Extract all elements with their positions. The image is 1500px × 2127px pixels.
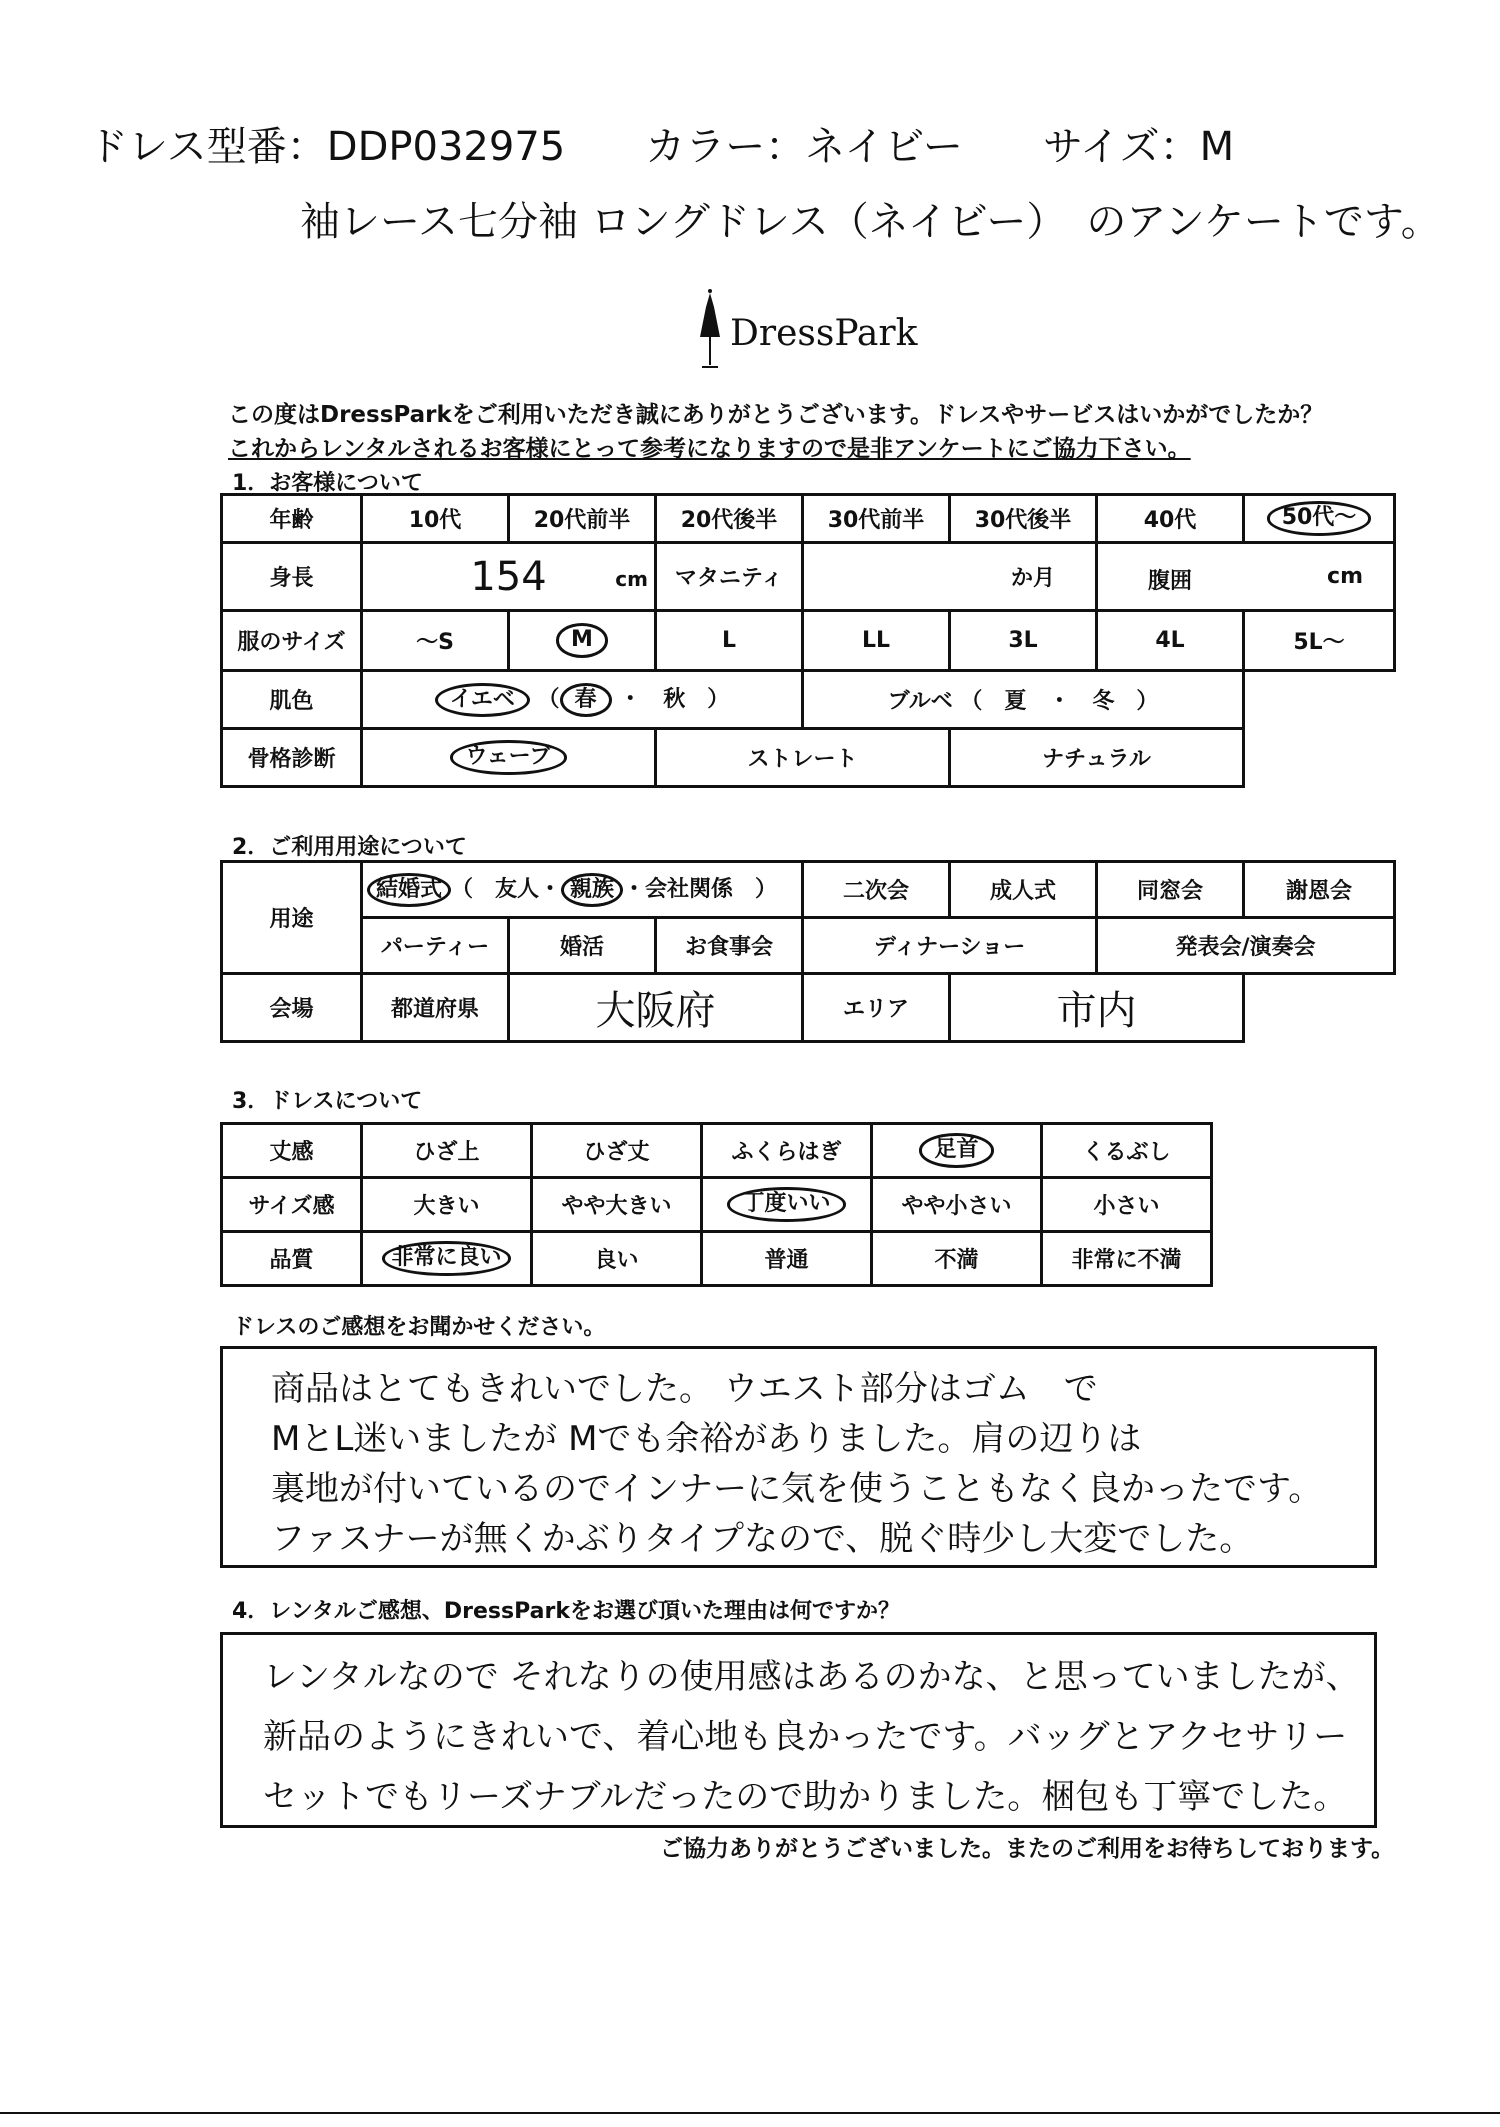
intro-line-2: これからレンタルされるお客様にとって参考になりますので是非アンケートにご協力下さい。 — [228, 436, 1191, 462]
length-option[interactable]: ひざ上 — [362, 1124, 532, 1178]
autumn-option: 秋 — [663, 686, 686, 712]
fit-option[interactable]: 大きい — [362, 1178, 532, 1232]
age-label: 年齢 — [222, 495, 362, 543]
footer-thanks: ご協力ありがとうございました。またのご利用をお待ちしております。 — [660, 1836, 1395, 1862]
purpose-option[interactable]: パーティー — [362, 918, 509, 974]
size-label: 服のサイズ — [222, 611, 362, 671]
impression-line: 商品はとてもきれいでした。 ウエスト部分はゴム で — [271, 1369, 1098, 1409]
purpose-option[interactable]: 成人式 — [950, 862, 1097, 918]
waist-cell[interactable] — [1097, 543, 1395, 611]
age-row — [222, 495, 1395, 543]
brand-name: DressPark — [730, 313, 918, 354]
size-option[interactable]: 5L～ — [1244, 611, 1395, 671]
bottom-rule — [0, 2112, 1500, 2114]
frame-option-selected[interactable] — [362, 729, 656, 787]
prefecture-label: 都道府県 — [362, 974, 509, 1042]
size-option[interactable]: L — [656, 611, 803, 671]
wedding-selected: 結婚式 — [367, 873, 451, 907]
length-label: 丈感 — [222, 1124, 362, 1178]
purpose-option[interactable]: 同窓会 — [1097, 862, 1244, 918]
rental-comment-line: 新品のようにきれいで、着心地も良かったです。バッグとアクセサリー — [263, 1717, 1348, 1757]
prefecture-value[interactable]: 大阪府 — [509, 974, 803, 1042]
selected-mark: 50代～ — [1267, 501, 1372, 535]
area-label: エリア — [803, 974, 950, 1042]
rental-comment-line: レンタルなので それなりの使用感はあるのかな、と思っていましたが、 — [263, 1657, 1360, 1697]
length-option[interactable]: くるぶし — [1042, 1124, 1212, 1178]
purpose-option[interactable]: お食事会 — [656, 918, 803, 974]
fit-option-selected[interactable] — [702, 1178, 872, 1232]
impression-line: MとL迷いましたが Mでも余裕がありました。肩の辺りは — [271, 1419, 1142, 1459]
quality-label: 品質 — [222, 1232, 362, 1286]
purpose-row-1 — [222, 862, 1395, 918]
skin-label: 肌色 — [222, 671, 362, 729]
intro-line-1: この度はDressParkをご利用いただき誠にありがとうございます。ドレスやサービスはいかがでしたか？ — [228, 402, 1324, 428]
quality-row — [222, 1232, 1212, 1286]
height-value-cell[interactable] — [362, 543, 656, 611]
length-row — [222, 1124, 1212, 1178]
size-option[interactable]: 4L — [1097, 611, 1244, 671]
venue-label: 会場 — [222, 974, 362, 1042]
rental-comment-box[interactable] — [220, 1632, 1377, 1828]
header-line-2: 袖レース七分袖 ロングドレス（ネイビー） のアンケートです。 — [300, 199, 1441, 245]
height-row — [222, 543, 1395, 611]
section-4-title: 4．レンタルご感想、DressParkをお選び頂いた理由は何ですか？ — [232, 1599, 900, 1624]
height-unit: cm — [615, 567, 648, 591]
purpose-option[interactable]: 二次会 — [803, 862, 950, 918]
size-row — [222, 611, 1395, 671]
age-option-selected[interactable] — [1244, 495, 1395, 543]
height-value: 154 — [470, 553, 547, 600]
empty-cell — [1244, 671, 1395, 729]
size-option[interactable]: ～S — [362, 611, 509, 671]
age-option[interactable]: 40代 — [1097, 495, 1244, 543]
impression-line: 裏地が付いているのでインナーに気を使うこともなく良かったです。 — [271, 1469, 1323, 1509]
maternity-label: マタニティ — [656, 543, 803, 611]
frame-option[interactable]: ナチュラル — [950, 729, 1244, 787]
frame-label: 骨格診断 — [222, 729, 362, 787]
empty-cell — [1244, 729, 1395, 787]
spring-selected: 春 — [560, 683, 612, 717]
age-option[interactable]: 20代前半 — [509, 495, 656, 543]
skin-row — [222, 671, 1395, 729]
purpose-option[interactable]: 謝恩会 — [1244, 862, 1395, 918]
length-option-selected[interactable] — [872, 1124, 1042, 1178]
blue-base-options: （ 夏 ・ 冬 ） — [960, 689, 1159, 714]
selected-mark: M — [556, 623, 608, 657]
selected-mark: 足首 — [919, 1133, 993, 1167]
fit-option[interactable]: やや小さい — [872, 1178, 1042, 1232]
selected-mark: ウェーブ — [450, 740, 566, 774]
blue-base-label: ブルベ — [887, 689, 953, 714]
age-option[interactable]: 30代前半 — [803, 495, 950, 543]
yellow-base-open: （ — [537, 686, 560, 712]
purpose-row-2 — [222, 918, 1395, 974]
size-option[interactable]: 3L — [950, 611, 1097, 671]
dress-table — [220, 1122, 1213, 1287]
impression-line: ファスナーが無くかぶりタイプなので、脱ぐ時少し大変でした。 — [271, 1519, 1254, 1559]
frame-row — [222, 729, 1395, 787]
quality-option[interactable]: 非常に不満 — [1042, 1232, 1212, 1286]
wedding-cell[interactable] — [362, 862, 803, 918]
venue-row — [222, 974, 1395, 1042]
fit-option[interactable]: やや大きい — [532, 1178, 702, 1232]
fit-row — [222, 1178, 1212, 1232]
dresspark-logo — [690, 285, 920, 375]
wedding-sub: （ 友人・ — [451, 876, 562, 902]
blue-base-cell[interactable] — [803, 671, 1244, 729]
age-option[interactable]: 30代後半 — [950, 495, 1097, 543]
quality-option-selected[interactable] — [362, 1232, 532, 1286]
purpose-option[interactable]: 発表会/演奏会 — [1097, 918, 1395, 974]
maternity-cell[interactable] — [803, 543, 1097, 611]
dress-icon — [690, 285, 730, 375]
maternity-unit: か月 — [1010, 566, 1055, 591]
impression-box[interactable] — [220, 1346, 1377, 1568]
quality-option[interactable]: 普通 — [702, 1232, 872, 1286]
waist-unit: cm — [1327, 564, 1363, 589]
yellow-base-cell[interactable] — [362, 671, 803, 729]
quality-option[interactable]: 不満 — [872, 1232, 1042, 1286]
frame-option[interactable]: ストレート — [656, 729, 950, 787]
age-option[interactable]: 20代後半 — [656, 495, 803, 543]
height-label: 身長 — [222, 543, 362, 611]
size-option[interactable]: LL — [803, 611, 950, 671]
age-option[interactable]: 10代 — [362, 495, 509, 543]
rental-comment-line: セットでもリーズナブルだったので助かりました。梱包も丁寧でした。 — [263, 1777, 1348, 1817]
purpose-label: 用途 — [222, 862, 362, 974]
purpose-option[interactable]: ディナーショー — [803, 918, 1097, 974]
waist-label: 腹囲 — [1148, 569, 1193, 594]
fit-label: サイズ感 — [222, 1178, 362, 1232]
fit-option[interactable]: 小さい — [1042, 1178, 1212, 1232]
yellow-base-close: ） — [685, 686, 730, 712]
section-3-title: 3．ドレスについて — [232, 1089, 423, 1114]
purpose-table — [220, 860, 1396, 1043]
purpose-option[interactable]: 婚活 — [509, 918, 656, 974]
length-option[interactable]: ふくらはぎ — [702, 1124, 872, 1178]
wedding-company: ・会社関係 ） — [623, 876, 778, 902]
area-value[interactable]: 市内 — [950, 974, 1244, 1042]
length-option[interactable]: ひざ丈 — [532, 1124, 702, 1178]
customer-table — [220, 493, 1396, 788]
quality-option[interactable]: 良い — [532, 1232, 702, 1286]
yellow-base-rest: ・ — [619, 686, 664, 712]
family-selected: 親族 — [561, 873, 623, 907]
selected-mark: 非常に良い — [382, 1241, 510, 1275]
section-2-title: 2．ご利用用途について — [232, 835, 467, 860]
selected-mark: 丁度いい — [727, 1187, 845, 1221]
section-1-title: 1．お客様について — [232, 471, 423, 496]
empty-cell — [1244, 974, 1395, 1042]
yellow-base-selected: イエベ — [435, 683, 530, 717]
size-option-selected[interactable] — [509, 611, 656, 671]
header-line-1: ドレス型番：DDP032975 カラー：ネイビー サイズ：M — [88, 124, 1235, 170]
impression-title: ドレスのご感想をお聞かせください。 — [232, 1315, 606, 1340]
